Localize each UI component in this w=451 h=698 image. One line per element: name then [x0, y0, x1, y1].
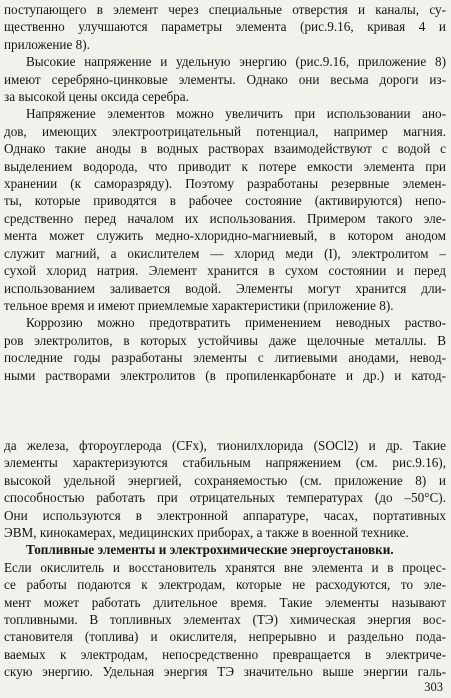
- text-line: Однако такие аноды в водных растворах взаимодействуют с водой с: [4, 141, 446, 157]
- text-line: выделением водорода, что приводит к потере емкости элемента при: [4, 158, 446, 174]
- top-text-block: [4, 1, 446, 384]
- bottom-text-block: [4, 437, 446, 681]
- text-line: элементы характеризуются стабильным напряжением (см. рис.9.16),: [4, 455, 446, 471]
- text-line: имеют серебряно-цинковые элементы. Однако они весьма дороги из-: [4, 71, 446, 87]
- text-line: Высокие напряжение и удельную энергию (рис.9.16, приложение 8): [26, 54, 446, 70]
- text-line: мент может работать длительное время. Такие элементы называют: [4, 594, 446, 610]
- text-line: се работы подаются к электродам, которые не расходуются, то эле-: [4, 577, 446, 593]
- text-line: Напряжение элементов можно увеличить при использовании ано-: [26, 106, 446, 122]
- text-line: щественно улучшаются параметры элемента (рис.9.16, кривая 4 и: [4, 19, 446, 35]
- text-line: высокой удельной энергией, сохраняемостью (см. приложение 8) и: [4, 472, 446, 488]
- text-line: ваемых к электродам, непосредственно превращается в электриче-: [4, 646, 446, 662]
- text-line: топливными. В топливных элементах (ТЭ) химическая энергия вос-: [4, 612, 446, 628]
- text-line: последние годы разработаны элементы с литиевыми анодами, невод-: [4, 350, 446, 366]
- text-line: служит магний, а окислителем — хлорид меди (I), электролитом –: [4, 245, 446, 261]
- text-line: сухой хлорид натрия. Элемент хранится в сухом состоянии и перед: [4, 263, 446, 279]
- text-line: способностью работать при отрицательных температурах (до –50°С).: [4, 490, 446, 506]
- text-line: за высокой цены оксида серебра.: [4, 89, 189, 105]
- text-line: хранении (к саморазряду). Поэтому разработаны резервные элемен-: [4, 176, 446, 192]
- text-line: использованием заливается водой. Элементы могут хранится дли-: [4, 280, 446, 296]
- text-line: Они используются в электронной аппаратуре, часах, портативных: [4, 507, 446, 523]
- text-line: приложение 8).: [4, 36, 90, 52]
- text-line: становителя (топлива) и окислителя, непрерывно и раздельно пода-: [4, 629, 446, 645]
- text-line: Коррозию можно предотвратить применением неводных раство-: [26, 315, 446, 331]
- page-number: 303: [424, 680, 443, 694]
- text-line: тельное время и имеют приемлемые характеристики (приложение 8).: [4, 297, 394, 313]
- text-line: дов, имеющих электроотрицательный потенциал, например магния.: [4, 123, 446, 139]
- section-heading: Топливные элементы и электрохимические энергоустановки.: [26, 542, 394, 558]
- text-line: да железа, фтороуглерода (CFx), тионилхлорида (SOCl2) и др. Такие: [4, 438, 446, 453]
- text-line: мента может служить медно-хлоридно-магниевый, в котором анодом: [4, 228, 446, 244]
- text-line: ными растворами электролитов (в пропиленкарбонате и др.) и катод-: [4, 367, 446, 383]
- text-line: скую энергию. Удельная энергия ТЭ значительно выше энергии галь-: [4, 664, 446, 680]
- text-line: ЭВМ, кинокамерах, медицинских приборах, а также в военной технике.: [4, 525, 409, 541]
- text-line: ров электролитов, в которых устойчивы даже щелочные металлы. В: [4, 332, 446, 348]
- text-line: ты, которые приводятся в рабочее состояние (активируются) непо-: [4, 193, 446, 209]
- text-line: Если окислитель и восстановитель хранятся вне элемента и в процес-: [4, 559, 446, 575]
- text-line: поступающего в элемент через специальные отверстия и каналы, су-: [4, 2, 446, 17]
- text-line: средственно перед началом их использования. Примером такого эле-: [4, 210, 446, 226]
